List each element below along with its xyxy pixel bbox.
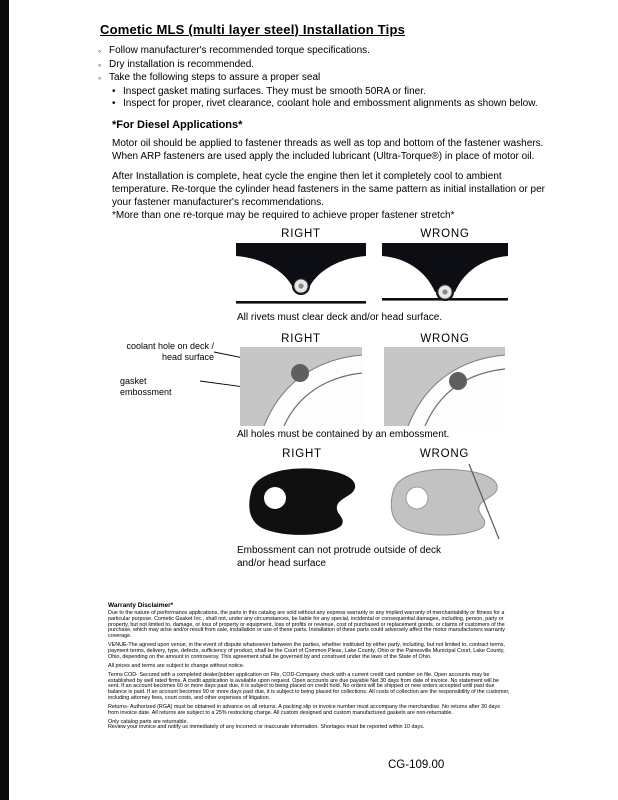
tip-item-text: Dry installation is recommended. (109, 58, 255, 70)
rivet-right-diagram (236, 243, 366, 307)
row1-caption: All rivets must clear deck and/or head surface. (237, 312, 443, 323)
coolant-hole-label: coolant hole on deck / head surface (126, 341, 214, 362)
tip-item-text: Take the following steps to assure a proper seal (109, 72, 321, 83)
embossment-label: gasket embossment (120, 376, 172, 397)
legal-text-block (108, 611, 512, 734)
row2-right-label: RIGHT (281, 333, 321, 345)
filled-bullet-icon (112, 98, 123, 110)
tips-list (98, 45, 548, 111)
document-number: CG-109.00 (388, 759, 445, 771)
tip-subitem (112, 86, 548, 98)
tip-item-text: Follow manufacturer's recommended torque specifications. (109, 45, 370, 56)
retorque-note: *More than one re-torque may be required to achieve proper fastener stretch* (112, 210, 455, 221)
diesel-paragraph-2: After Installation is complete, heat cycle the engine then let it completely cool to ambient temperature. Re-torque the cylinder head fasteners in the same pattern as initial installation or per your fastener manufacturer's recommendations. (112, 171, 546, 208)
row1-right-label: RIGHT (281, 228, 321, 240)
row2-wrong-label: WRONG (420, 333, 470, 345)
legal-paragraph: Terms COD- Secured with a completed dealer/jobber application on File, COD-Company check with a current credit card number on file. Open accounts may be established by well rated firms. A credit application is available upon request. Open accounts are due payable Net 30 days from date of invoice. No statement will be sent. If an account becomes 60 or more days past due, it is subject to being placed on credit hold. No orders will be shipped or new orders accepted until past due balance is paid. If an account becomes 90 or more days past due, it is subject to being placed for collections. All costs of collection are the responsibility of the customer, including attorney fees, court costs, and other expenses of litigation. (108, 671, 510, 701)
tip-subitem-text: Inspect gasket mating surfaces. They must be smooth 50RA or finer. (123, 85, 426, 97)
warranty-disclaimer-heading: Warranty Disclaimer* (108, 602, 174, 609)
open-circle-bullet-icon (98, 45, 109, 58)
filled-bullet-icon (112, 86, 123, 98)
tip-subitem-text: Inspect for proper, rivet clearance, coolant hole and embossment alignments as shown below. (123, 98, 538, 109)
legal-paragraph: All prices and terms are subject to change without notice. (108, 662, 245, 669)
row3-caption: Embossment can not protrude outside of deck and/or head surface (237, 545, 442, 569)
tip-item (98, 72, 548, 85)
rivet-wrong-diagram-svg (382, 243, 508, 307)
legal-paragraph: VENUE-The agreed upon venue, in the event of dispute whatsoever between the parties, whether instituted by either party, including, but not limited to, contract terms, payment terms, delivery, type, defects, sufficiency of product, shall be the Court of Common Pleas, Lake County, Ohio or the Painesville Municipal Court, Lake County, Ohio, depending on the amount in controversy. This agreement shall be governed by and construed under the laws of the State of Ohio. (108, 642, 505, 660)
legal-paragraph: Review your invoice and notify us immediately of any incorrect or inaccurate information. Shortages must be reported within 10 days. (108, 724, 425, 731)
row2-caption: All holes must be contained by an embossment. (237, 429, 450, 440)
row3-wrong-label: WRONG (419, 448, 470, 460)
diesel-applications-heading: *For Diesel Applications* (112, 119, 243, 131)
open-circle-bullet-icon (98, 59, 109, 72)
legal-paragraph: Due to the nature of performance applications, the parts in this catalog are sold without any express warranty or any implied warranty of merchantability or fitness for a particular purpose. Cometic Gasket Inc., shall not, under any circumstances, be liable for any special, incidental or consequential damages, including, person, party or property, but not limited to, damage, or loss of property or equipment, loss of profits or revenue, cost of purchased or replacement goods, or claims of customers of the purchase, which may arise and/or result from sale, installation or use of these parts. Installation of these parts could adversely affect the motor manufacturers warranty coverage. (108, 610, 505, 640)
protrusion-wrong-diagram (381, 462, 508, 541)
rivet-right-diagram-svg (236, 243, 366, 307)
open-circle-bullet-icon (98, 72, 109, 85)
tip-item (98, 59, 548, 72)
legal-paragraph: Returns- Authorized (RGA) must be obtained in advance on all returns. A packing slip or invoice number must accompany the merchandise. No returns after 30 days from invoice date. All returns are subject to a 25% restocking charge. All custom designed and custom manufactured gaskets are non-returnable. (108, 703, 500, 716)
page-title: Cometic MLS (multi layer steel) Installation Tips (100, 22, 406, 37)
diesel-paragraph-1: Motor oil should be applied to fastener threads as well as top and bottom of the fastener washers. When ARP fasteners are used apply the included lubricant (Ultra-Torque®) in place of motor oil. (112, 138, 544, 162)
left-binding-bar (0, 0, 9, 800)
embossment-wrong-diagram-svg (384, 347, 505, 426)
tip-item (98, 45, 548, 58)
row3-right-label: RIGHT (282, 448, 322, 460)
row1-wrong-label: WRONG (420, 228, 470, 240)
tip-subitem (112, 98, 548, 110)
protrusion-wrong-diagram-svg (381, 462, 508, 541)
legal-paragraph: Only catalog parts are returnable. (108, 718, 189, 725)
protrusion-right-diagram-svg (237, 462, 367, 541)
embossment-wrong-diagram (384, 347, 505, 426)
rivet-wrong-diagram (382, 243, 508, 307)
protrusion-right-diagram (237, 462, 367, 541)
embossment-right-diagram-svg (240, 347, 362, 426)
embossment-right-diagram (240, 347, 362, 426)
